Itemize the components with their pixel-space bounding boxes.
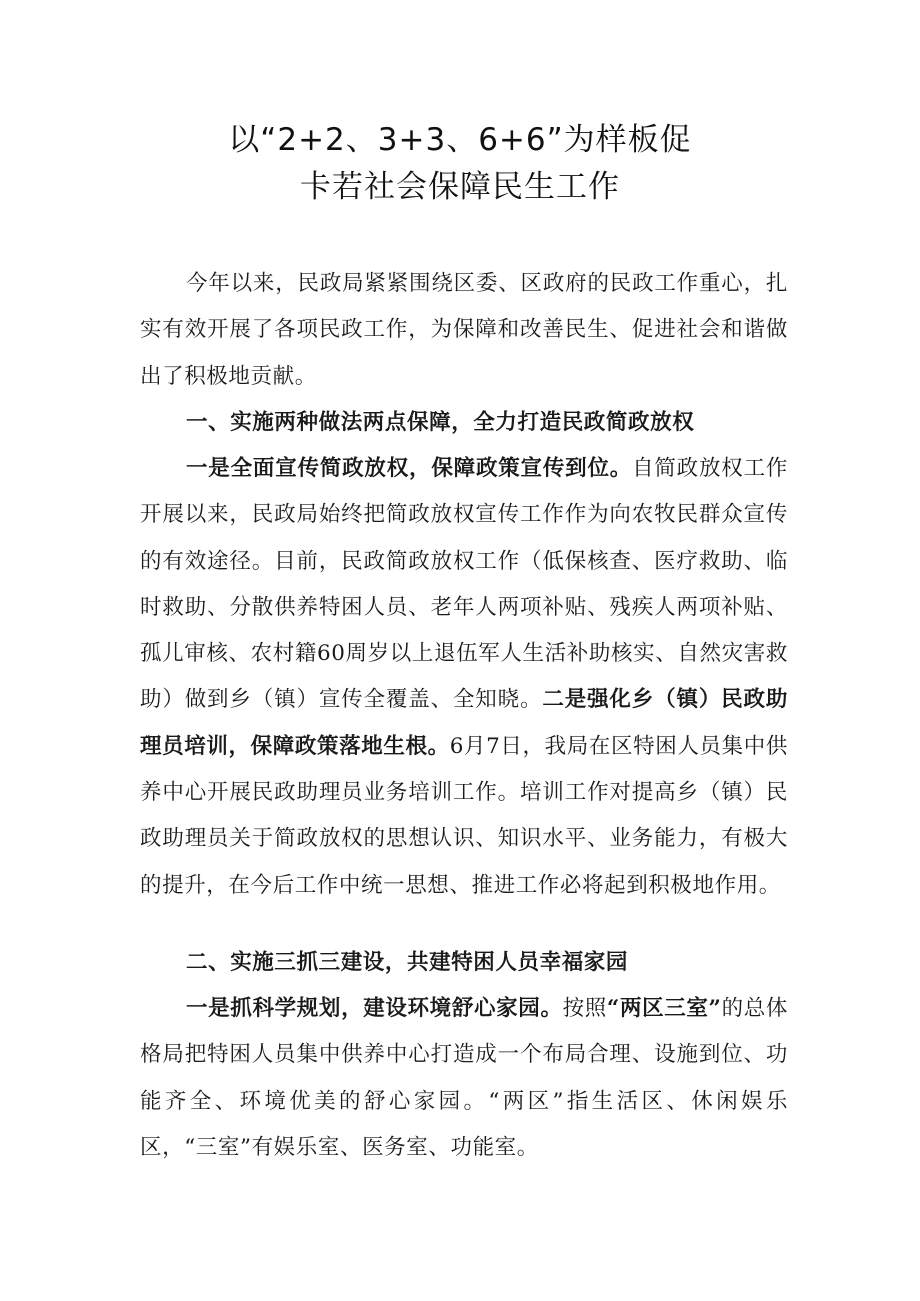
section-1-paragraph [140,446,788,909]
document-title-line-2: 卡若社会保障民生工作 [300,169,620,205]
section-2-point-1-text-b: 的总体格局把特困人员集中供养中心打造成一个布局合理、设施到位、功能齐全、环境优美的舒心家园。“两区”指生活区、休闲娱乐区，“三室”有娱乐室、医务室、功能室。 [140,996,788,1160]
section-2-paragraph [140,986,788,1171]
section-2-point-1-text-a: 按照 [562,996,607,1021]
section-1-point-1-text: 自简政放权工作开展以来，民政局始终把简政放权宣传工作作为向农牧民群众宣传的有效途径。目前，民政简政放权工作（低保核查、医疗救助、临时救助、分散供养特困人员、老年人两项补贴、残疾人两项补贴、孤儿审核、农村籍60周岁以上退伍军人生活补助核实、自然灾害救助）做到乡（镇）宣传全覆盖、全知晓。 [140,456,788,713]
section-2-point-1-lead: 一是抓科学规划，建设环境舒心家园。 [186,996,563,1021]
section-2-quoted-term: “两区三室” [606,996,722,1021]
section-1-point-2-text: 6月7日，我局在区特困人员集中供养中心开展民政助理员业务培训工作。培训工作对提高乡（镇）民政助理员关于简政放权的思想认识、知识水平、业务能力，有极大的提升，在今后工作中统一思想、推进工作必将起到积极地作用。 [140,733,788,898]
section-2-heading: 二、实施三抓三建设，共建特困人员幸福家园 [186,950,629,975]
intro-paragraph: 今年以来，民政局紧紧围绕区委、区政府的民政工作重心，扎实有效开展了各项民政工作，为保障和改善民生、促进社会和谐做出了积极地贡献。 [140,271,788,389]
document-title-line-1: 以“2+2、3+3、6+6”为样板促 [228,122,692,158]
section-1-heading: 一、实施两种做法两点保障，全力打造民政简政放权 [186,410,695,435]
section-1-point-1-lead: 一是全面宣传简政放权，保障政策宣传到位。 [186,456,633,481]
section-1-point-2-lead: 二是强化乡（镇）民政助理员培训，保障政策落地生根。 [140,687,788,759]
